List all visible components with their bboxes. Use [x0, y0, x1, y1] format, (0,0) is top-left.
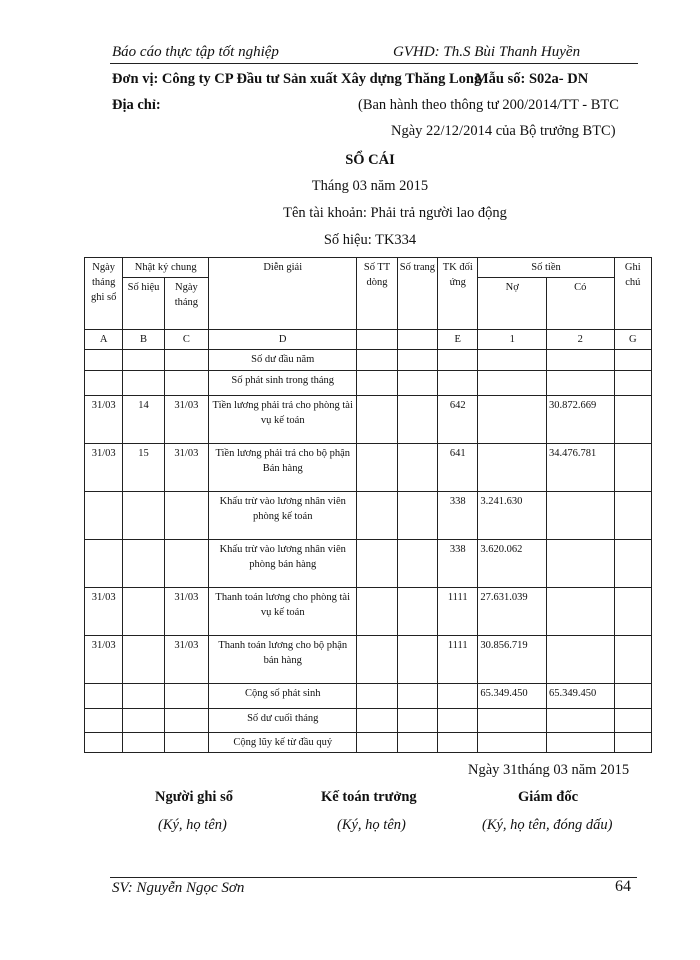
row-note: [614, 636, 651, 684]
table-row: [85, 396, 652, 444]
row-journal-date: [164, 733, 208, 753]
row-contra-account: [438, 684, 478, 709]
row-description: Tiền lương phải trả cho bộ phận Bán hàng: [209, 444, 357, 492]
unit-label: Đơn vị: Công ty CP Đầu tư Sản xuất Xây dựng Thăng Long: [112, 71, 482, 87]
row-date: [85, 350, 123, 371]
col-header-debit: Nợ: [478, 278, 547, 330]
row-credit: [547, 492, 615, 540]
table-row: [85, 444, 652, 492]
row-page-no: [397, 396, 437, 444]
row-debit: 3.620.062: [478, 540, 547, 588]
code-cell: 1: [478, 330, 547, 350]
student-name: SV: Nguyễn Ngọc Sơn: [112, 880, 245, 896]
row-line-no: [357, 492, 397, 540]
row-line-no: [357, 444, 397, 492]
row-date: [85, 540, 123, 588]
row-page-no: [397, 588, 437, 636]
row-journal-number: [123, 492, 164, 540]
row-journal-date: [164, 492, 208, 540]
row-contra-account: [438, 733, 478, 753]
table-row: [85, 636, 652, 684]
code-cell: B: [123, 330, 164, 350]
table-row: [85, 684, 652, 709]
row-contra-account: 1111: [438, 588, 478, 636]
account-name: Tên tài khoản: Phải trả người lao động: [283, 205, 507, 221]
row-page-no: [397, 492, 437, 540]
row-contra-account: 338: [438, 540, 478, 588]
col-header-date: Ngày tháng ghi sổ: [85, 258, 123, 330]
row-contra-account: 1111: [438, 636, 478, 684]
row-journal-date: [164, 709, 208, 733]
row-journal-date: [164, 350, 208, 371]
row-debit: 65.349.450: [478, 684, 547, 709]
code-cell: A: [85, 330, 123, 350]
row-line-no: [357, 709, 397, 733]
row-journal-number: 14: [123, 396, 164, 444]
row-journal-number: [123, 684, 164, 709]
col-header-contra-account: TK đối ứng: [438, 258, 478, 330]
header-right: GVHD: Th.S Bùi Thanh Huyền: [393, 44, 581, 60]
row-line-no: [357, 396, 397, 444]
row-note: [614, 684, 651, 709]
row-description: Thanh toán lương cho bộ phận bán hàng: [209, 636, 357, 684]
row-journal-date: [164, 371, 208, 396]
row-note: [614, 709, 651, 733]
form-number: Mẫu số: S02a- DN: [475, 71, 589, 87]
row-contra-account: [438, 371, 478, 396]
footer-rule: [110, 877, 637, 878]
row-page-no: [397, 733, 437, 753]
code-row: [85, 330, 652, 350]
signer-recorder: Người ghi sổ: [155, 789, 233, 805]
address-label: Địa chỉ:: [112, 97, 161, 113]
row-debit: [478, 444, 547, 492]
col-header-journal: Nhật ký chung: [123, 258, 209, 278]
row-credit: [547, 350, 615, 371]
signer-chief-accountant: Kế toán trưởng: [321, 789, 417, 805]
row-date: [85, 492, 123, 540]
row-note: [614, 444, 651, 492]
row-date: 31/03: [85, 588, 123, 636]
header-rule: [110, 63, 638, 64]
row-journal-number: [123, 350, 164, 371]
row-date: [85, 709, 123, 733]
row-credit: [547, 588, 615, 636]
row-description: Số phát sinh trong tháng: [209, 371, 357, 396]
table-row: [85, 588, 652, 636]
row-date: 31/03: [85, 396, 123, 444]
row-note: [614, 371, 651, 396]
row-line-no: [357, 684, 397, 709]
col-header-line-no: Số TT dòng: [357, 258, 397, 330]
row-contra-account: [438, 709, 478, 733]
row-date: 31/03: [85, 444, 123, 492]
signer-recorder-note: (Ký, họ tên): [158, 817, 227, 833]
row-debit: [478, 396, 547, 444]
row-journal-number: [123, 540, 164, 588]
table-row: [85, 350, 652, 371]
row-credit: [547, 540, 615, 588]
row-journal-date: 31/03: [164, 396, 208, 444]
row-debit: [478, 371, 547, 396]
row-page-no: [397, 684, 437, 709]
table-row: [85, 492, 652, 540]
row-description: Khấu trừ vào lương nhân viên phòng kế toán: [209, 492, 357, 540]
code-cell: D: [209, 330, 357, 350]
table-row: [85, 733, 652, 753]
header-left: Báo cáo thực tập tốt nghiệp: [112, 44, 279, 60]
row-line-no: [357, 350, 397, 371]
code-cell: C: [164, 330, 208, 350]
col-header-journal-date: Ngày tháng: [164, 278, 208, 330]
row-note: [614, 492, 651, 540]
table-row: [85, 709, 652, 733]
row-description: Số dư cuối tháng: [209, 709, 357, 733]
row-note: [614, 588, 651, 636]
row-debit: [478, 709, 547, 733]
code-cell: 2: [547, 330, 615, 350]
row-contra-account: 641: [438, 444, 478, 492]
row-page-no: [397, 636, 437, 684]
signer-chief-accountant-note: (Ký, họ tên): [337, 817, 406, 833]
row-credit: 34.476.781: [547, 444, 615, 492]
col-header-amount: Số tiền: [478, 258, 614, 278]
row-journal-date: 31/03: [164, 588, 208, 636]
ledger-table: [84, 257, 652, 753]
row-date: 31/03: [85, 636, 123, 684]
row-journal-number: 15: [123, 444, 164, 492]
page-number: 64: [615, 878, 631, 895]
sign-date: Ngày 31tháng 03 năm 2015: [468, 762, 630, 778]
row-description: Số dư đầu năm: [209, 350, 357, 371]
row-description: Cộng lũy kế từ đầu quý: [209, 733, 357, 753]
row-description: Cộng số phát sinh: [209, 684, 357, 709]
row-page-no: [397, 371, 437, 396]
row-line-no: [357, 540, 397, 588]
row-date: [85, 733, 123, 753]
row-page-no: [397, 540, 437, 588]
row-page-no: [397, 444, 437, 492]
row-note: [614, 733, 651, 753]
row-journal-number: [123, 709, 164, 733]
row-note: [614, 396, 651, 444]
row-note: [614, 350, 651, 371]
row-journal-date: [164, 540, 208, 588]
col-header-credit: Có: [547, 278, 615, 330]
row-note: [614, 540, 651, 588]
row-description: Tiền lương phải trả cho phòng tài vụ kế toán: [209, 396, 357, 444]
signer-director-note: (Ký, họ tên, đóng dấu): [482, 817, 613, 833]
account-number: Số hiệu: TK334: [323, 232, 417, 248]
row-page-no: [397, 350, 437, 371]
code-cell: E: [438, 330, 478, 350]
row-page-no: [397, 709, 437, 733]
code-cell: [397, 330, 437, 350]
row-journal-number: [123, 636, 164, 684]
code-cell: [357, 330, 397, 350]
row-journal-number: [123, 371, 164, 396]
row-journal-date: 31/03: [164, 636, 208, 684]
row-journal-date: [164, 684, 208, 709]
row-journal-number: [123, 733, 164, 753]
row-credit: [547, 371, 615, 396]
row-line-no: [357, 733, 397, 753]
signer-director: Giám đốc: [518, 789, 579, 805]
row-debit: 27.631.039: [478, 588, 547, 636]
row-date: [85, 371, 123, 396]
ledger-month: Tháng 03 năm 2015: [311, 178, 429, 194]
row-credit: 30.872.669: [547, 396, 615, 444]
issued-line-1: (Ban hành theo thông tư 200/2014/TT - BTC: [358, 97, 619, 113]
row-description: Thanh toán lương cho phòng tài vụ kế toán: [209, 588, 357, 636]
row-credit: [547, 709, 615, 733]
row-contra-account: 338: [438, 492, 478, 540]
row-line-no: [357, 636, 397, 684]
issued-line-2: Ngày 22/12/2014 của Bộ trưởng BTC): [391, 123, 616, 139]
row-journal-number: [123, 588, 164, 636]
row-debit: 3.241.630: [478, 492, 547, 540]
col-header-page-no: Số trang: [397, 258, 437, 330]
col-header-note: Ghi chú: [614, 258, 651, 330]
row-credit: 65.349.450: [547, 684, 615, 709]
code-cell: G: [614, 330, 651, 350]
row-credit: [547, 733, 615, 753]
row-contra-account: 642: [438, 396, 478, 444]
table-row: [85, 371, 652, 396]
row-line-no: [357, 371, 397, 396]
table-row: [85, 540, 652, 588]
row-contra-account: [438, 350, 478, 371]
row-date: [85, 684, 123, 709]
row-description: Khấu trừ vào lương nhân viên phòng bán hàng: [209, 540, 357, 588]
col-header-description: Diễn giải: [209, 258, 357, 330]
row-debit: [478, 350, 547, 371]
row-debit: [478, 733, 547, 753]
row-credit: [547, 636, 615, 684]
col-header-journal-number: Số hiệu: [123, 278, 164, 330]
row-debit: 30.856.719: [478, 636, 547, 684]
page-title: SỔ CÁI: [345, 152, 395, 168]
row-journal-date: 31/03: [164, 444, 208, 492]
row-line-no: [357, 588, 397, 636]
